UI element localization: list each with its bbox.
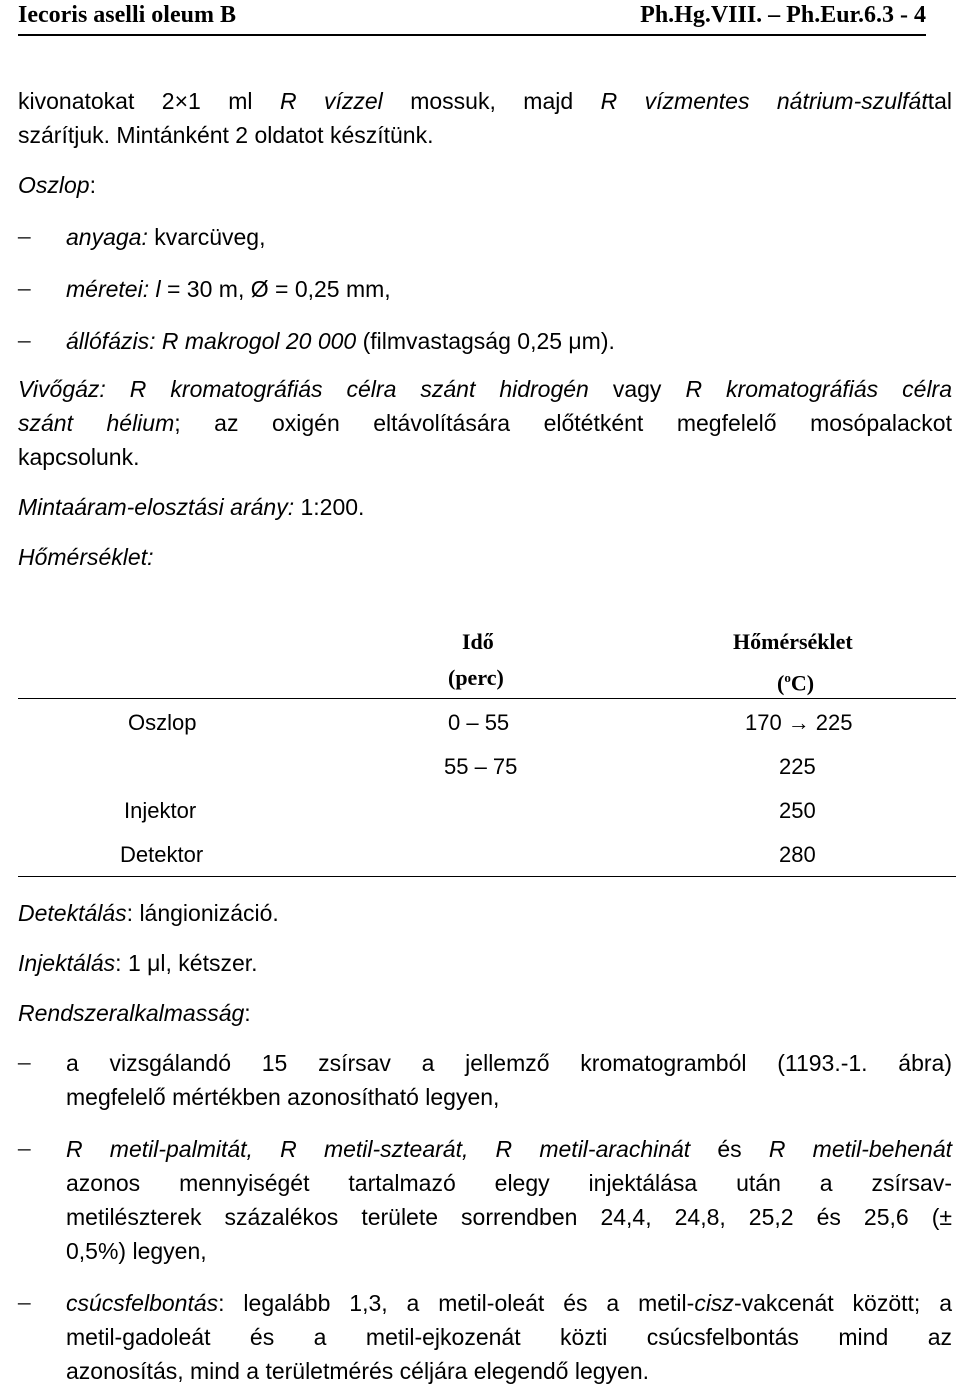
row-temp: 280 <box>779 842 816 867</box>
col-header-time-unit: (perc) <box>448 665 504 690</box>
page-header <box>18 0 926 36</box>
reagent-marker: R <box>279 88 324 114</box>
suitability-item-1-line-2: megfelelő mértékben azonosítható legyen, <box>66 1084 500 1110</box>
reagent-name: vízmentes nátrium-szulfát <box>644 88 928 114</box>
item-key: Vivőgáz: <box>18 376 130 402</box>
dash-bullet: – <box>18 327 31 354</box>
degree-symbol: o <box>784 670 791 685</box>
suitability-item-2-line-1 <box>66 1132 952 1166</box>
dash-bullet: – <box>18 275 31 302</box>
text-segment: kivonatokat 2 <box>18 88 175 114</box>
text-segment: 1 ml <box>188 88 280 114</box>
reagent-name: vízzel <box>324 88 383 114</box>
length-symbol: l <box>149 276 161 302</box>
suitability-item-3-line-3: azonosítás, mind a területmérés céljára elegendő legyen. <box>66 1358 650 1384</box>
pharmacopoeia-reference: Ph.Hg.VIII. – Ph.Eur.6.3 - 4 <box>640 2 926 28</box>
suitability-item-3-line-2: metil-gadoleát és a metil-ejkozenát közti csúcsfelbontás mind az <box>66 1324 952 1350</box>
suitability-heading <box>18 996 251 1030</box>
row-temp: 250 <box>779 798 816 823</box>
intro-line-2: szárítjuk. Mintánként 2 oldatot készítünk. <box>18 122 434 148</box>
reagent-marker: R <box>600 88 645 114</box>
col-header-time: Idő <box>462 629 494 654</box>
row-label-detector: Detektor <box>120 842 204 867</box>
text-segment: mossuk, majd <box>382 88 601 114</box>
reagent-name: metil-sztearát, <box>323 1136 469 1162</box>
reagent-name: makrogol 20 000 <box>184 328 357 354</box>
reagent-marker: R <box>155 328 185 354</box>
suitability-label: Rendszeralkalmasság <box>18 1000 245 1026</box>
table-rule <box>18 698 956 699</box>
paren: ( <box>777 670 785 696</box>
colon: : <box>244 1000 251 1026</box>
item-key: csúcsfelbontás <box>66 1290 219 1316</box>
dash-bullet: – <box>18 1135 31 1162</box>
row-temp: 225 <box>779 754 816 779</box>
column-dimensions <box>66 272 391 306</box>
row-label-column: Oszlop <box>128 710 197 735</box>
reagent-marker: R <box>252 1136 324 1162</box>
text-segment: ; az oxigén eltávolítására előtétként megfelelő mosópalackot <box>174 410 952 436</box>
column-material <box>66 220 265 254</box>
times-symbol: × <box>174 88 189 114</box>
dash-bullet: – <box>18 1289 31 1316</box>
temp-start: 170 <box>745 710 782 735</box>
dash-bullet: – <box>18 223 31 250</box>
suitability-item-3-line-1 <box>66 1286 952 1320</box>
row-time: 55 – 75 <box>444 754 518 779</box>
carrier-gas-line-1 <box>18 372 952 406</box>
reagent-name: kromatográfiás célra szánt hidrogén <box>170 376 589 402</box>
text-segment: és <box>690 1136 769 1162</box>
item-key: Injektálás <box>18 950 116 976</box>
dash-bullet: – <box>18 1049 31 1076</box>
split-ratio <box>18 490 364 524</box>
suitability-item-2-line-2: azonos mennyiségét tartalmazó elegy injektálása után a zsírsav- <box>66 1170 952 1196</box>
detection <box>18 896 279 930</box>
reagent-name: kromatográfiás célra <box>726 376 953 402</box>
reagent-name: metil-palmitát, <box>109 1136 253 1162</box>
temp-end: 225 <box>815 710 853 735</box>
colon: : <box>89 172 96 198</box>
item-key: Mintaáram-elosztási arány: <box>18 494 295 520</box>
column-label: Oszlop <box>18 172 90 198</box>
column-stationary-phase <box>66 324 615 358</box>
suitability-item-1-line-1: a vizsgálandó 15 zsírsav a jellemző kromatogramból (1193.-1. ábra) <box>66 1050 952 1076</box>
row-time: 0 – 55 <box>448 710 510 735</box>
reagent-name: metil-behenát <box>812 1136 953 1162</box>
temperature-heading: Hőmérséklet: <box>18 544 154 570</box>
suitability-item-2-line-3: metilészterek százalékos területe sorrendben 24,4, 24,8, 25,2 és 25,6 (± <box>66 1204 952 1230</box>
item-key: állófázis: <box>66 328 156 354</box>
item-value: = 30 m, Ø = 0,25 mm, <box>160 276 391 302</box>
col-header-temp: Hőmérséklet <box>733 629 853 654</box>
reagent-name: metil-arachinát <box>539 1136 691 1162</box>
suitability-item-2-line-4: 0,5%) legyen, <box>66 1238 207 1264</box>
carrier-gas-line-3: kapcsolunk. <box>18 444 140 470</box>
row-label-injector: Injektor <box>124 798 197 823</box>
carrier-gas-line-2 <box>18 406 952 440</box>
col-header-temp-unit <box>777 663 814 698</box>
reagent-marker: R <box>129 376 171 402</box>
reagent-name: szánt hélium <box>18 410 175 436</box>
text-segment: tal <box>927 88 953 114</box>
item-key: méretei: <box>66 276 150 302</box>
reagent-marker: R <box>685 376 727 402</box>
intro-line-1 <box>18 84 952 118</box>
item-value: kvarcüveg, <box>147 224 266 250</box>
text-segment: -vakcenát között; a <box>733 1290 952 1316</box>
text-segment: vagy <box>588 376 686 402</box>
injection <box>18 946 258 980</box>
monograph-title: Iecoris aselli oleum B <box>18 2 236 28</box>
item-value: (filmvastagság 0,25 μm). <box>356 328 615 354</box>
item-value: 1:200. <box>294 494 365 520</box>
reagent-marker: R <box>468 1136 540 1162</box>
item-key: anyaga: <box>66 224 148 250</box>
item-value: : 1 μl, kétszer. <box>115 950 258 976</box>
reagent-marker: R <box>768 1136 813 1162</box>
item-value: : lángionizáció. <box>126 900 279 926</box>
italic-term: cisz <box>694 1290 734 1316</box>
item-key: Detektálás <box>18 900 127 926</box>
row-temp <box>745 708 852 738</box>
text-segment: : legalább 1,3, a metil-oleát és a metil- <box>218 1290 695 1316</box>
table-rule <box>18 876 956 877</box>
column-heading <box>18 168 96 202</box>
unit: C) <box>790 670 815 696</box>
reagent-marker: R <box>66 1136 110 1162</box>
arrow-right-icon: → <box>787 710 810 735</box>
